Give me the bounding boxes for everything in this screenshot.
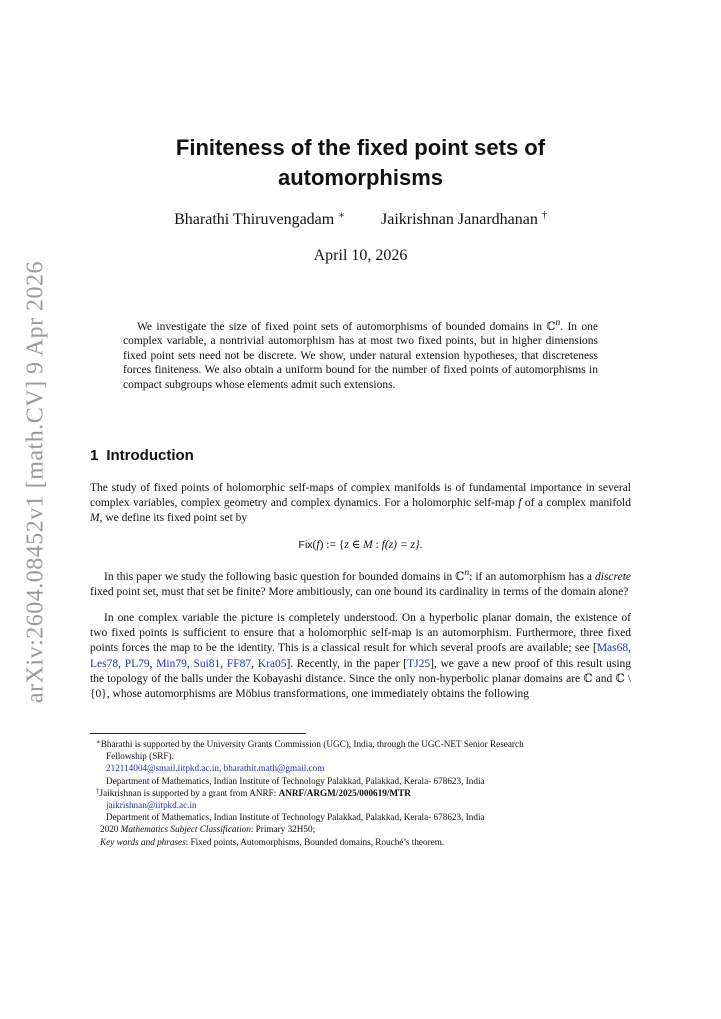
p1-text-a: The study of fixed points of holomorphic self-maps of complex manifolds is of fundamental importance in several complex variables, complex geometry and complex dynamics. For a holomorphic self-map — [90, 482, 631, 510]
footnote-2-text: Jaikrishnan is supported by a grant from ANRF: — [99, 787, 279, 798]
intro-paragraph-1 — [90, 481, 631, 527]
intro-paragraph-3: In one complex variable the picture is completely understood. On a hyperbolic planar domain, the existence of two fixed points is sufficient to ensure that a holomorphic self-map is an automorphism. Furthermore, three fixed points forces the map to be the identity. This is a classical result for which several proofs are available; see [Mas68, Les78, PL79, Min79, Sui81, FF87, Kra05]. Recently, in the paper [TJ25], we gave a new proof of this result using the topology of the balls under the Kobayashi distance. Since the only non-hyperbolic planar domains are ℂ and ℂ \ {0}, whose automorphisms are Möbius transformations, one immediately obtains the following — [90, 612, 632, 701]
author-1-footnote-mark[interactable]: ∗ — [338, 210, 346, 221]
section-heading-introduction — [90, 446, 194, 466]
abstract-exponent: n — [555, 317, 561, 328]
abstract-text-2: . In one complex variable, a nontrivial automorphism has at most two fixed points, but in higher dimensions fixed point sets need not be discrete. We show, under natural extension hypotheses, that discreteness forces finiteness. We also obtain a uniform bound for the number of fixed points of automorphisms in compact subgroups whose elements admit such extensions. — [123, 320, 598, 391]
p2-text-a: In this paper we study the following basic question for bounded domains in ℂ — [104, 570, 465, 583]
footnote-2-affiliation: Department of Mathematics, Indian Institute of Technology Palakkad, Palakkad, Kerala- 678623, India — [106, 812, 485, 823]
footnote-2 — [90, 787, 631, 799]
citation-link[interactable]: Mas68 — [596, 642, 629, 655]
footnote-divider — [90, 733, 306, 734]
p1-var-f: f — [518, 497, 522, 510]
footnote-1-text-cont: Fellowship (SRF). — [106, 751, 174, 762]
email-link[interactable]: bharathit.math@gmail.com — [223, 763, 325, 774]
eq-in: ∈ — [348, 539, 364, 551]
p1-var-m: M — [90, 512, 100, 525]
p2-emphasis: discrete — [595, 570, 631, 583]
grant-number: ANRF/ARGM/2025/000619/MTR — [278, 787, 411, 798]
author-list — [100, 210, 621, 230]
citation-link[interactable]: Sui81 — [193, 657, 221, 670]
footnote-1-text: Bharathi is supported by the University Grants Commission (UGC), India, through the UGC-NET Senior Research — [100, 739, 524, 749]
eq-var-m: M — [363, 539, 373, 551]
title-line-1: Finiteness of the fixed point sets of — [175, 135, 546, 160]
eq-var-z: z — [344, 539, 349, 551]
msc-classification — [90, 823, 631, 835]
footnote-1-emails — [90, 762, 631, 774]
arxiv-id-label: arXiv:2604.08452v1 [math.CV] 9 Apr 2026 — [22, 260, 49, 704]
footnote-2-mark: † — [96, 786, 100, 795]
eq-end: (z) = z}. — [384, 539, 423, 551]
author-2-name: Jaikrishnan Janardhanan — [381, 211, 538, 228]
citation-link[interactable]: Les78 — [90, 657, 119, 670]
fixed-point-set-equation — [90, 538, 631, 553]
msc-label: Mathematics Subject Classification — [120, 824, 251, 835]
author-1-name: Bharathi Thiruvengadam — [174, 211, 335, 228]
p3-text-b: ]. Recently, in the paper [ — [286, 657, 408, 670]
keywords-value: : Fixed points, Automorphisms, Bounded domains, Rouché’s theorem. — [185, 836, 445, 847]
abstract-text-1: We investigate the size of fixed point sets of automorphisms of bounded domains in ℂ — [137, 320, 556, 333]
abstract — [123, 316, 598, 392]
section-title: Introduction — [106, 447, 194, 464]
citation-link[interactable]: FF87 — [226, 657, 252, 670]
p2-text-c: fixed point set, must that set be finite? More ambitiously, can one bound its cardinality in terms of the domain alone? — [90, 586, 629, 599]
footnote-1 — [90, 738, 631, 762]
p2-text-b: : if an automorphism has a — [469, 570, 596, 583]
title-line-2: automorphisms — [277, 165, 444, 190]
msc-year: 2020 — [100, 824, 121, 835]
keywords — [90, 836, 631, 848]
arxiv-sidebar-stamp — [20, 260, 52, 704]
keywords-label: Key words and phrases — [100, 836, 186, 847]
eq-part-b: ) := { — [319, 539, 345, 551]
eq-var-f: f — [316, 539, 320, 551]
eq-colon: : — [372, 539, 382, 551]
footnotes — [90, 738, 631, 848]
email-link[interactable]: 212114004@smail.iitpkd.ac.in — [106, 763, 219, 774]
section-number: 1 — [90, 447, 99, 464]
paper-date: April 10, 2026 — [313, 247, 408, 264]
p1-text-b: of a complex manifold — [521, 497, 631, 510]
citation-link[interactable]: TJ25 — [407, 657, 431, 670]
msc-value: : Primary 32H50; — [250, 824, 316, 835]
p2-exponent: n — [464, 567, 470, 578]
eq-fix-operator: Fix — [298, 539, 313, 551]
footnote-1-affiliation: Department of Mathematics, Indian Institute of Technology Palakkad, Palakkad, Kerala- 678623, India — [106, 775, 485, 786]
p3-text-a: In one complex variable the picture is completely understood. On a hyperbolic planar domain, the existence of two fixed points is sufficient to ensure that a holomorphic self-map is an automorphism. Furthermore, three fixed points forces the map to be the identity. This is a classical result for which several proofs are available; see [ — [90, 612, 631, 655]
paper-title — [140, 133, 581, 193]
email-link[interactable]: jaikrishnan@iitpkd.ac.in — [106, 800, 197, 811]
author-2-footnote-mark[interactable]: † — [541, 210, 547, 221]
citation-link[interactable]: Min79 — [156, 657, 187, 670]
p3-text-c: ], we gave a new proof of this result using the topology of the balls under the Kobayashi distance. Since the only non-hyperbolic planar domains are ℂ and ℂ \ {0}, whose automorphisms are Möbius transformations, one immediately obtains the following — [90, 657, 632, 701]
email-separator: , — [219, 763, 224, 774]
eq-var-fz: f — [381, 539, 385, 551]
eq-part-a: ( — [312, 539, 317, 551]
citation-link[interactable]: Kra05 — [257, 657, 287, 670]
footnote-2-email — [90, 799, 631, 811]
p1-text-c: , we define its fixed point set by — [99, 512, 248, 525]
footnote-1-mark: ∗ — [96, 738, 101, 746]
citation-link[interactable]: PL79 — [124, 657, 150, 670]
intro-paragraph-2 — [90, 565, 631, 600]
